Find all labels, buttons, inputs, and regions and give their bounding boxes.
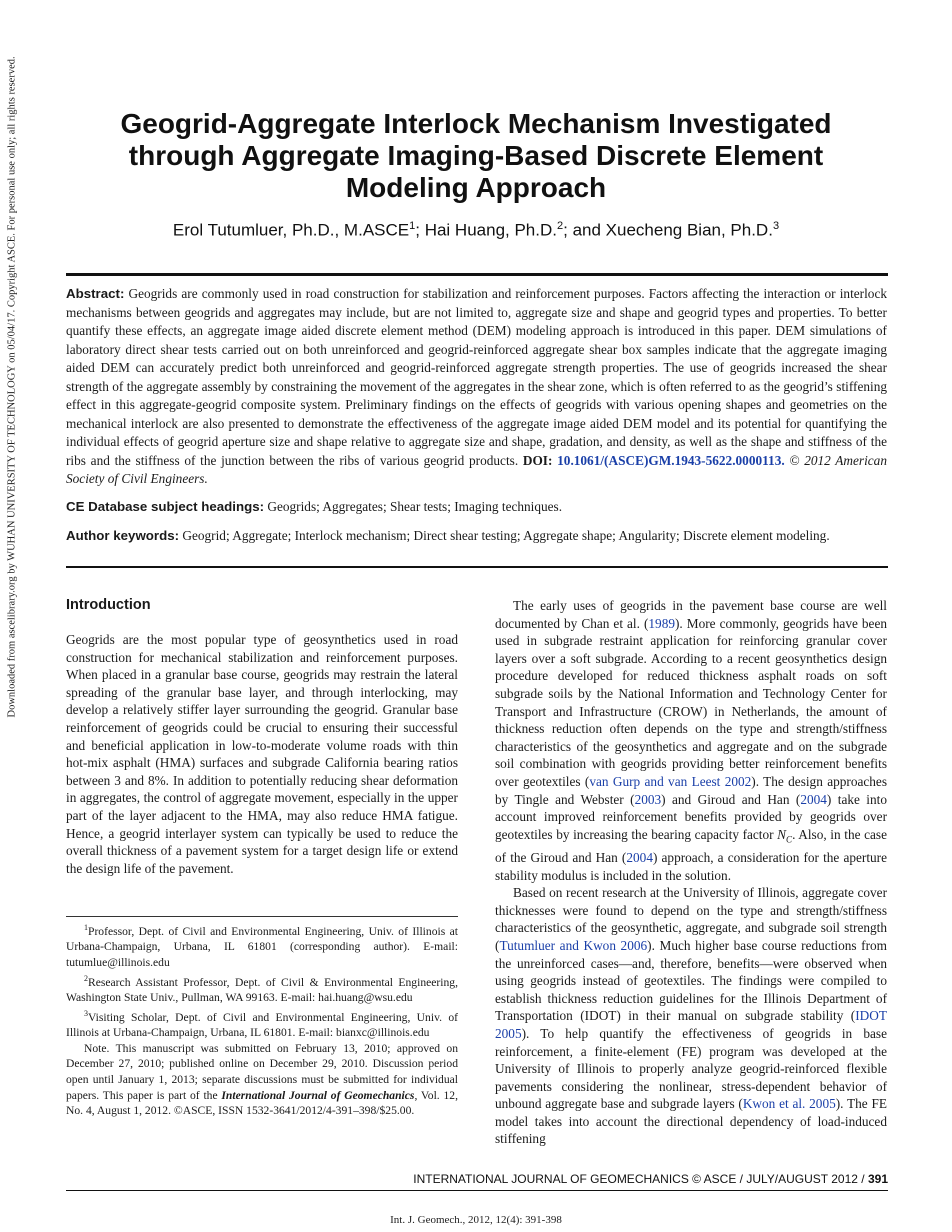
citation-link[interactable]: 1989 bbox=[648, 615, 675, 631]
math-subscript: C bbox=[786, 834, 793, 845]
text: The early uses of geogrids in the pavement base course are well documented by Chan et al. ( bbox=[495, 598, 887, 631]
author-2: ; Hai Huang, Ph.D. bbox=[415, 220, 557, 240]
footnote-2 bbox=[66, 971, 458, 1006]
right-paragraph-1 bbox=[495, 597, 887, 884]
text: . Also, in the case of the Giroud and Han ( bbox=[495, 826, 887, 865]
author-1: Erol Tutumluer, Ph.D., M.ASCE bbox=[172, 220, 410, 240]
math-symbol: N bbox=[777, 826, 787, 842]
footnote-1 bbox=[66, 920, 458, 971]
citation-link[interactable]: IDOT 2005 bbox=[495, 1008, 887, 1041]
note-journal: International Journal of Geomechanics bbox=[221, 1088, 415, 1102]
author-line bbox=[66, 220, 886, 241]
text: ) take into account improved reinforcement benefits provided by geogrids over geotextiles by increasing the bearing capacity factor bbox=[495, 791, 887, 842]
citation-link[interactable]: Kwon et al. 2005 bbox=[742, 1096, 836, 1112]
doi-label: DOI: bbox=[522, 452, 553, 468]
citation-link[interactable]: van Gurp and van Leest 2002 bbox=[589, 773, 752, 789]
intro-paragraph: Geogrids are the most popular type of geosynthetics used in road construction for mechanical stabilization and reinforcement purposes. When placed in a granular base course, geogrids may restrain the lateral spreading of the granular base layer, and through interlocking, may develop a relatively stiffer layer surrounding the geogrid. Granular base reinforcement of geogrids could be crucial to ensuring their successful and beneficial application in low-to-moderate volume roads with thin hot-mix asphalt (HMA) surfaces and subgrade California bearing ratios between 3 and 8%. In addition to potentially reducing shear deformation in aggregates, the control of aggregate movement, especially in the upper part of the layer adjacent to the HMA, may also reduce HMA fatigue. Hence, a geogrid interlayer system can typically be used to reduce the overall thickness of a pavement system for a target design life or extend the design life of the pavement. bbox=[66, 632, 458, 876]
text: Based on recent research at the University of Illinois, aggregate cover thicknesses were found to depend on the type and strength/stiffness characteristics of the geosynthetic, aggregate, and subgrade soil strength ( bbox=[495, 885, 887, 953]
text: ) approach, a consideration for the aperture stability modulus is included in the solution. bbox=[495, 849, 887, 883]
text: ). Much higher base course reductions from the unreinforced cases—and, therefore, benefits—were observed when using geogrids instead of geotextiles. The findings were compiled to establish thickness reduction guidelines for the Illinois Department of Transportation (IDOT) in their manual on subgrade stability ( bbox=[495, 937, 887, 1024]
abstract-text: Geogrids are commonly used in road construction for stabilization and reinforcement purposes. Factors affecting the interaction or interlock mechanisms between geogrids and aggregates may include, but are not limited to, aggregate size and shape and geogrid types and properties. To better quantify these effects, an aggregate image aided discrete element method (DEM) modeling approach is introduced in this paper. DEM simulations of laboratory direct shear tests carried out on both unreinforced and geogrid-reinforced aggregate shear box samples indicate that the aggregate imaging aided DEM can accurately predict both unreinforced and geogrid-reinforced aggregate strength properties. The use of geogrids increased the shear strength of the aggregate assembly by constraining the movement of the aggregates in the shear zone, which is often referred to as the geogrid’s stiffening effect in this aggregate-geogrid composite system. Preliminary findings on the effects of geogrids with various opening shapes and geometries on the mechanical interlock are also presented to demonstrate the effectiveness of the aggregate image aided DEM model and its potential for quantifying the individual effects of geogrid aperture size and shape relative to aggregate size and shape, gradation, and density, as well as the shape and stiffness of the ribs and the stiffness of the junction between the ribs of various geogrid products. bbox=[66, 286, 887, 468]
download-notice: Downloaded from ascelibrary.org by WUHAN UNIVERSITY OF TECHNOLOGY on 05/04/17. Copyright ASCE. For personal use only; all rights reserved. bbox=[6, 56, 18, 718]
footnote-3-text: Visiting Scholar, Dept. of Civil and Environmental Engineering, Univ. of Illinois at Urbana-Champaign, Urbana, IL 61801. E-mail: bianxc@illinois.edu bbox=[66, 1010, 458, 1040]
note-text-b: , Vol. 12, No. 4, August 1, 2012. ©ASCE, ISSN 1532-3641/2012/4-391–398/$25.00. bbox=[66, 1088, 458, 1118]
copyright: © 2012 American Society of Civil Engineers. bbox=[66, 452, 887, 486]
journal-info: INTERNATIONAL JOURNAL OF GEOMECHANICS © ASCE / JULY/AUGUST 2012 / bbox=[413, 1172, 865, 1186]
footnote-1-text: Professor, Dept. of Civil and Environmental Engineering, Univ. of Illinois at Urbana-Champaign, Urbana, IL 61801 (corresponding author). E-mail: tutumlue@illinois.edu bbox=[66, 924, 458, 970]
footnote-2-marker: 2 bbox=[84, 973, 88, 983]
author-1-marker: 1 bbox=[409, 220, 416, 232]
bottom-citation: Int. J. Geomech., 2012, 12(4): 391-398 bbox=[390, 1214, 562, 1226]
text: ) and Giroud and Han ( bbox=[661, 791, 801, 807]
right-column bbox=[495, 597, 887, 1148]
submission-note bbox=[66, 1041, 458, 1119]
footnote-3-marker: 3 bbox=[84, 1008, 88, 1018]
citation-link[interactable]: 2004 bbox=[626, 849, 653, 865]
author-keywords bbox=[66, 527, 887, 546]
footer-rule bbox=[66, 1190, 888, 1191]
citation-link[interactable]: Tutumluer and Kwon 2006 bbox=[499, 937, 648, 953]
running-footer bbox=[413, 1172, 888, 1186]
author-2-marker: 2 bbox=[557, 220, 564, 232]
keywords-label: Author keywords: bbox=[66, 528, 180, 543]
paper-title: Geogrid-Aggregate Interlock Mechanism Investigated through Aggregate Imaging-Based Discrete Element Modeling Approach bbox=[120, 108, 832, 203]
ce-headings-label: CE Database subject headings: bbox=[66, 499, 265, 514]
ce-headings bbox=[66, 498, 887, 517]
text: ). The FE model takes into account the directional dependency of load-induced stiffening bbox=[495, 1096, 887, 1147]
text: ). More commonly, geogrids have been used in subgrade restraint application for reinforcing granular cover layers over a soft subgrade. According to a recent geosynthetics design procedure developed for reduced thickness asphalt roads on soft subgrade soils by the National Information and Technology Center for Transport and Infrastructure (CROW) in Netherlands, the amount of thickness reduction often depends on the type and strength/stiffness characteristics of the geosynthetics and aggregate and on the subgrade soil combination with geogrids providing better reinforcement benefits over geotextiles ( bbox=[495, 615, 887, 789]
footnote-2-text: Research Assistant Professor, Dept. of Civil & Environmental Engineering, Washington State Univ., Pullman, WA 99163. E-mail: hai.huang@wsu.edu bbox=[66, 975, 458, 1005]
author-3: ; and Xuecheng Bian, Ph.D. bbox=[563, 220, 773, 240]
abstract-rule bbox=[66, 566, 888, 568]
citation-link[interactable]: 2003 bbox=[634, 791, 662, 807]
footnotes bbox=[66, 920, 458, 1119]
right-paragraph-2 bbox=[495, 884, 887, 1148]
doi-link[interactable]: 10.1061/(ASCE)GM.1943-5622.0000113. bbox=[557, 452, 785, 468]
footnote-rule bbox=[66, 916, 458, 917]
text: ). The design approaches by Tingle and Webster ( bbox=[495, 773, 887, 807]
citation-link[interactable]: 2004 bbox=[800, 791, 827, 807]
page-number: 391 bbox=[867, 1172, 888, 1186]
abstract bbox=[66, 285, 887, 489]
footnote-3 bbox=[66, 1006, 458, 1041]
author-3-marker: 3 bbox=[772, 220, 780, 232]
keywords-text: Geogrid; Aggregate; Interlock mechanism; Direct shear testing; Aggregate shape; Angularity; Discrete element modeling. bbox=[182, 528, 830, 543]
note-text-a: Note. This manuscript was submitted on February 13, 2010; approved on December 27, 2010; published online on December 29, 2010. Discussion period open until January 1, 2013; separate discussions must be submitted for individual papers. This paper is part of the bbox=[66, 1041, 458, 1102]
ce-headings-text: Geogrids; Aggregates; Shear tests; Imaging techniques. bbox=[267, 499, 563, 514]
section-heading-introduction: Introduction bbox=[66, 597, 151, 613]
footnote-1-marker: 1 bbox=[84, 923, 88, 932]
text: ). To help quantify the effectiveness of geogrids in base reinforcement, a finite-element (FE) program was developed at the University of Illinois to properly analyze geogrid-reinforced flexible pavements considering the nonlinear, stress-dependent behavior of unbound aggregate base and subgrade layers ( bbox=[495, 1025, 887, 1112]
header-rule bbox=[66, 273, 888, 276]
abstract-label: Abstract: bbox=[66, 286, 125, 301]
